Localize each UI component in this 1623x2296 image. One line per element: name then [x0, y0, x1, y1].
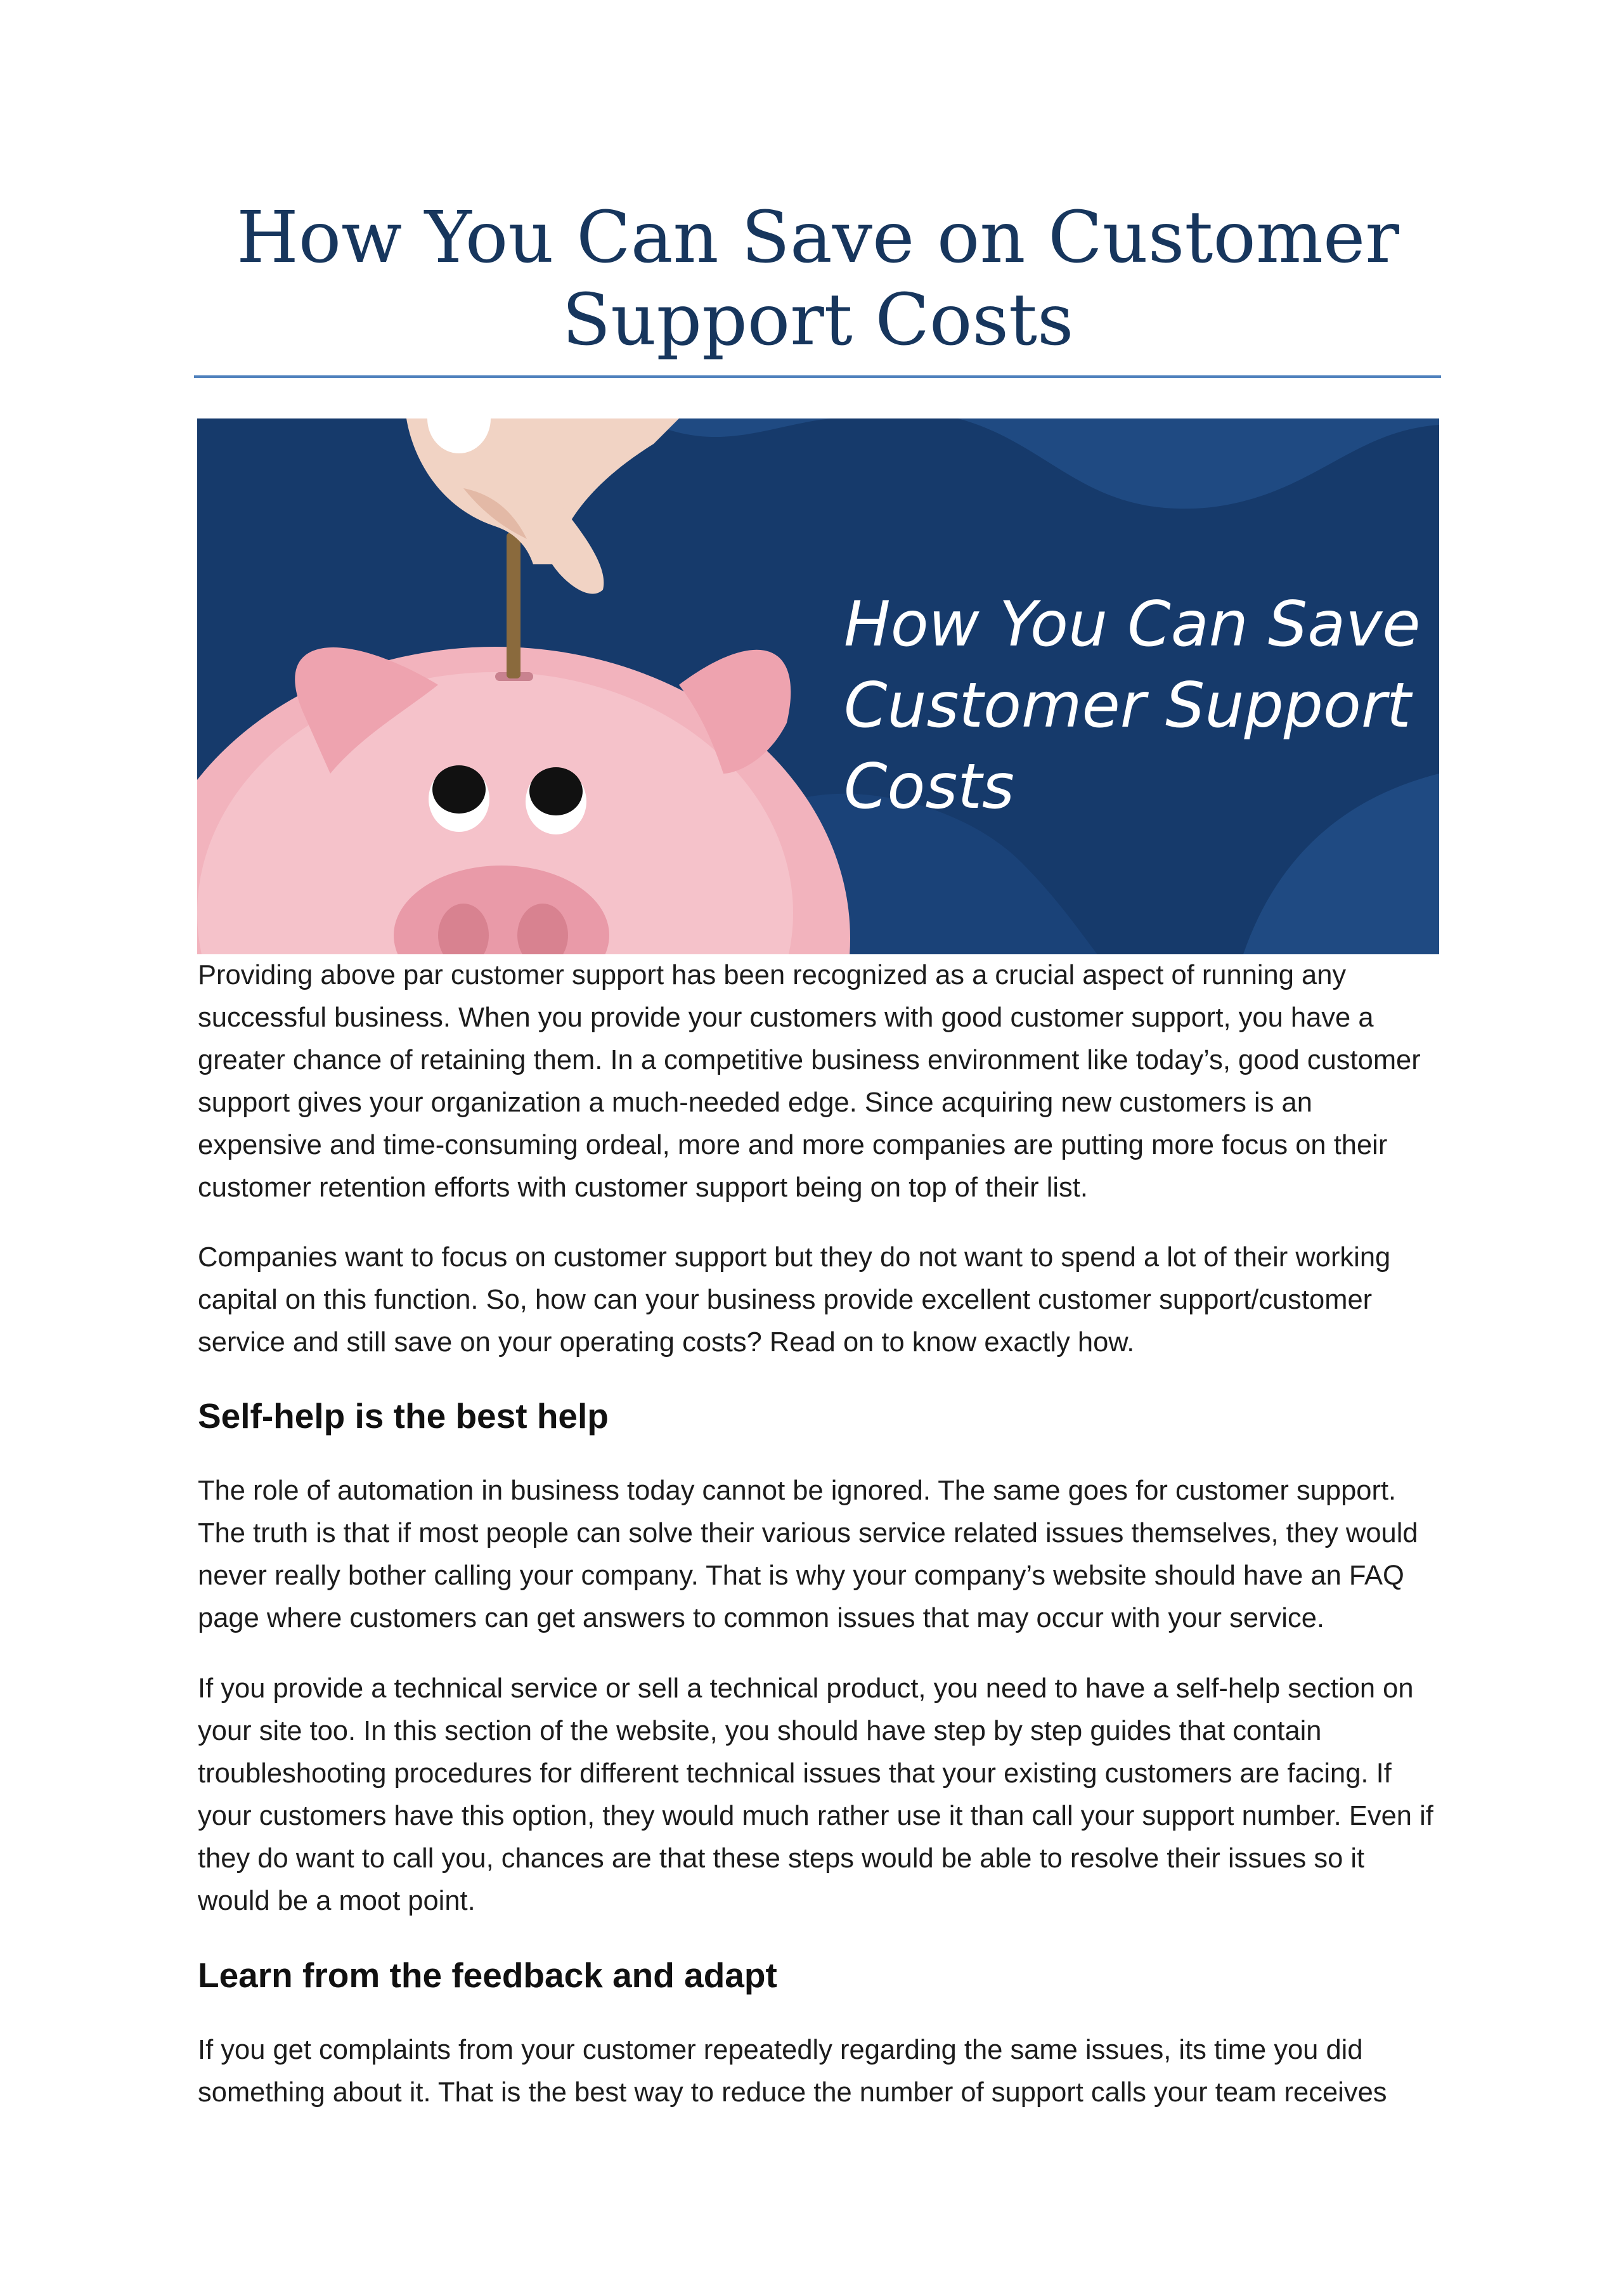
- hero-image: [197, 418, 1439, 954]
- feedback-paragraph-1: If you get complaints from your customer repeatedly regarding the same issues, its time you did something about it. That is the best way to reduce the number of support calls your team receives: [198, 2035, 1387, 2108]
- hero-text-line-1: How You Can Save: [844, 588, 1421, 661]
- document-title: How You Can Save on Customer Support Costs: [236, 197, 1399, 361]
- section-heading-self-help: Self-help is the best help: [198, 1396, 609, 1436]
- title-underline: [194, 375, 1441, 378]
- hero-text-line-3: Costs: [844, 751, 1014, 823]
- section-heading-feedback: Learn from the feedback and adapt: [198, 1955, 777, 1995]
- intro-paragraph-2: Companies want to focus on customer support but they do not want to spend a lot of their working capital on this function. So, how can your business provide excellent customer support/customer service and still save on your operating costs? Read on to know exactly how.: [198, 1242, 1391, 1358]
- self-help-paragraph-1: The role of automation in business today cannot be ignored. The same goes for customer support. The truth is that if most people can solve their various service related issues themselves, they would never really bother calling your company. That is why your company’s website should have an FAQ page where customers can get answers to common issues that may occur with your service.: [198, 1476, 1418, 1633]
- self-help-paragraph-2: If you provide a technical service or sell a technical product, you need to have a self-help section on your site too. In this section of the website, you should have step by step guides that contain troubleshooting procedures for different technical issues that your existing customers are facing. If your customers have this option, they would much rather use it than call your support number. Even if they do want to call you, chances are that these steps would be able to resolve their issues so it would be a moot point.: [198, 1673, 1433, 1916]
- hero-text-line-2: Customer Support: [844, 670, 1411, 742]
- intro-paragraph-1: Providing above par customer support has been recognized as a crucial aspect of running any successful business. When you provide your customers with good customer support, you have a greater chance of retaining them. In a competitive business environment like today’s, good customer support gives your organization a much-needed edge. Since acquiring new customers is an expensive and time-consuming ordeal, more and more companies are putting more focus on their customer retention efforts with customer support being on top of their list.: [198, 960, 1421, 1203]
